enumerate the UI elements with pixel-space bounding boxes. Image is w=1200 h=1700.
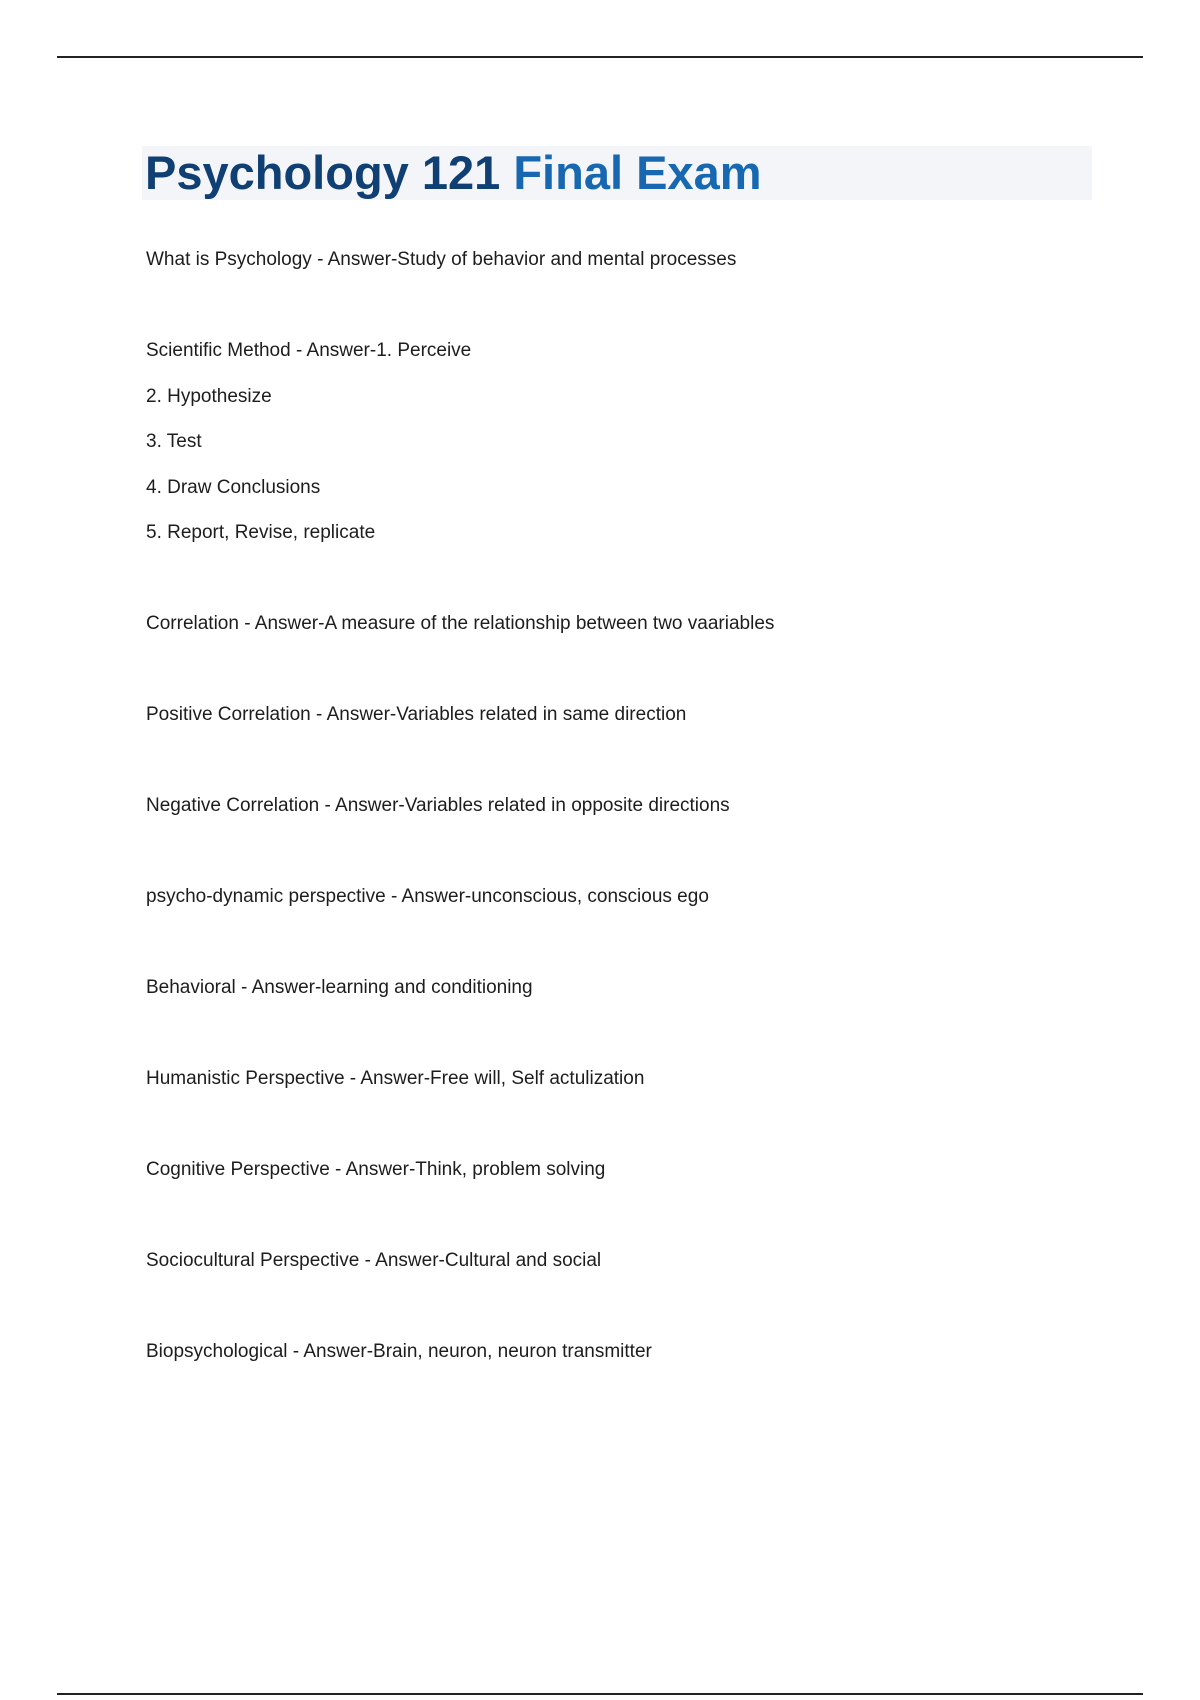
qa-line-positive-correlation: Positive Correlation - Answer-Variables related in same direction xyxy=(146,704,687,725)
qa-line-behavioral: Behavioral - Answer-learning and conditioning xyxy=(146,977,533,998)
qa-line-humanistic: Humanistic Perspective - Answer-Free will, Self actulization xyxy=(146,1068,645,1089)
qa-line-scientific-method: Scientific Method - Answer-1. Perceive xyxy=(146,340,472,361)
qa-line-cognitive: Cognitive Perspective - Answer-Think, problem solving xyxy=(146,1159,606,1180)
bottom-divider xyxy=(57,1693,1143,1695)
qa-line-biopsychological: Biopsychological - Answer-Brain, neuron, neuron transmitter xyxy=(146,1341,652,1362)
title-part-course: Psychology 121 xyxy=(145,146,501,199)
qa-line-sociocultural: Sociocultural Perspective - Answer-Cultural and social xyxy=(146,1250,602,1271)
top-divider xyxy=(57,56,1143,58)
title-part-exam: Final Exam xyxy=(513,146,762,199)
qa-line-correlation: Correlation - Answer-A measure of the relationship between two vaariables xyxy=(146,613,775,634)
qa-line-psychodynamic: psycho-dynamic perspective - Answer-unconscious, conscious ego xyxy=(146,886,709,907)
list-item-report-revise: 5. Report, Revise, replicate xyxy=(146,522,376,543)
qa-line-negative-correlation: Negative Correlation - Answer-Variables related in opposite directions xyxy=(146,795,730,816)
qa-line-what-is-psychology: What is Psychology - Answer-Study of behavior and mental processes xyxy=(146,249,737,270)
list-item-draw-conclusions: 4. Draw Conclusions xyxy=(146,477,321,498)
page-title xyxy=(145,146,762,200)
list-item-hypothesize: 2. Hypothesize xyxy=(146,386,272,407)
list-item-test: 3. Test xyxy=(146,431,202,452)
